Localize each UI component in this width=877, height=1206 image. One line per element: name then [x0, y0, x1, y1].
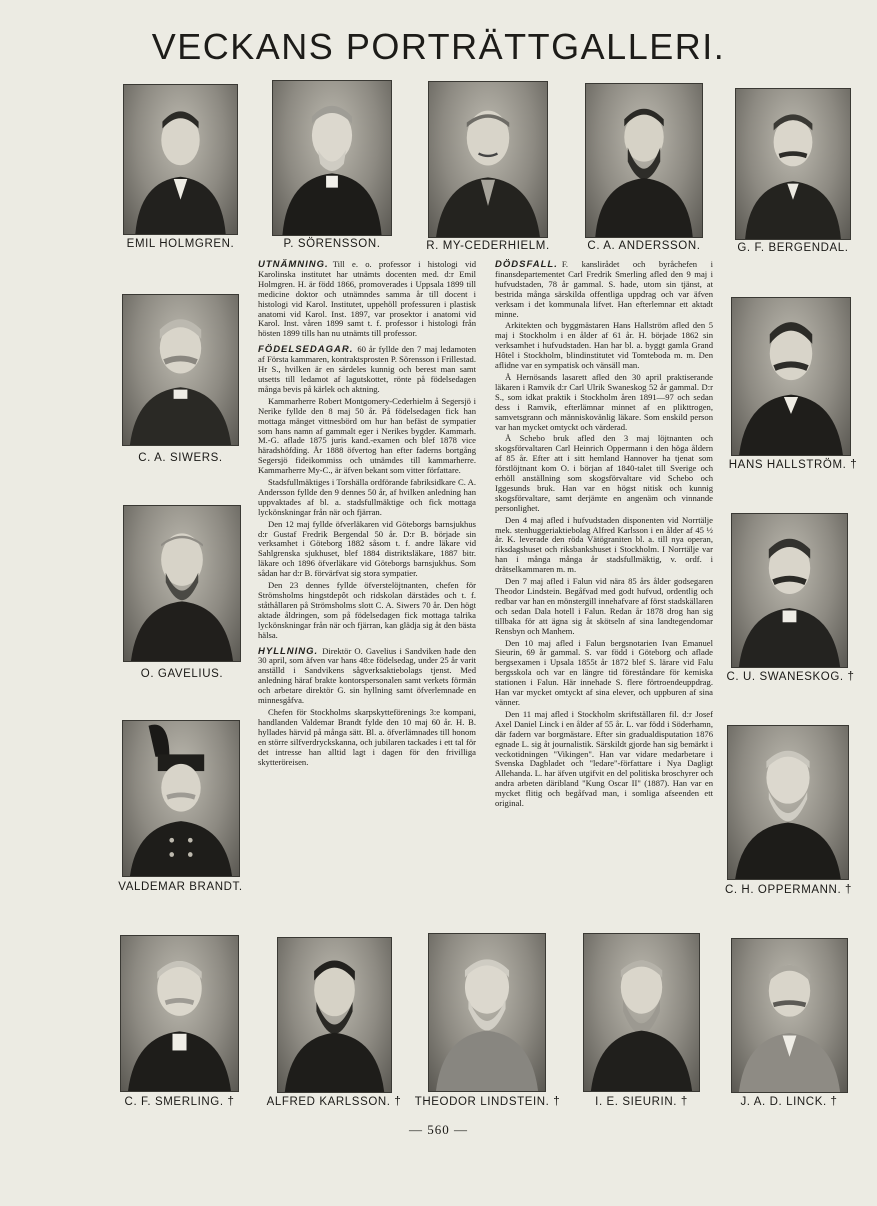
- paragraph-hallstrom: Arkitekten och byggmästaren Hans Hallström afled den 5 maj i Stockholm i en ålder af 61 år. H. började 1862 sin verksamhet i hufvudstaden. Han har bl. a. byggt gamla Grand Hôtel i Stockholm, blindinstitutet vid Tomteboda m. m. Den aflidne var en sympatisk och vänsäll man.: [495, 320, 713, 371]
- article-column-right: [495, 258, 713, 913]
- paragraph-sieurin: Den 10 maj afled i Falun bergsnotarien Ivan Emanuel Sieurin, 69 år gammal. S. var född i Göteborg och aflade bergsexamen i Upsala 1855t år 1872 blef S. lärare vid Falu bergsskola och var en längre tid föreståndare för kemiska stationen i Falun. Här innehade S. flere förtroendeuppdrag. Han var mycket omtyckt af sina elever, och uppburen af sina vänner.: [495, 637, 713, 707]
- article-column-left: [258, 258, 476, 913]
- paragraph-karlsson: Den 4 maj afled i hufvudstaden disponenten vid Norrtälje mek. stenhuggeriaktiebolag Alfred Karlsson i en ålder af 45 ½ år. K. leverade den röda Vätögraniten bl. a. till nya operan, riksdagshuset och riksbankshuset i Stockholm. I Norrtälje var han i många många år stadsfullmäktig, v. ordf. i drätselkammaren m. m.: [495, 514, 713, 575]
- paragraph-brandt: Chefen för Stockholms skarpskytteförenings 3:e kompani, handlanden Valdemar Brandt fylde den 10 maj 60 år. H. B. hyllades härvid på många sätt. Bl. a. öfverlämnades till honom en större silfverdryckskanna, och jubilaren tackades i ett tal för det intresse han alltid lagt i dagen för den frivilliga skytteröreisen.: [258, 706, 476, 767]
- portrait-photo-swaneskog: [731, 513, 848, 668]
- text-dodsfall: F. kanslirådet och byråchefen i finansdepartementet Carl Fredrik Smerling afled den 9 maj i hufvudstaden, 78 år gammal. S. hade, utom sin tjänst, at bestrida många särskilda offentliga uppdrag och var äfven verksam i det kommunala lifvet. Han efterlemnar ett aktadt minne.: [495, 259, 713, 319]
- caption-sorensson: P. SÖRENSSON.: [283, 238, 381, 250]
- portrait-photo-linck: [731, 938, 848, 1093]
- portrait-photo-sieurin: [583, 933, 700, 1092]
- portrait-photo-smerling: [120, 935, 239, 1092]
- paragraph-andersson: Stadsfullmäktiges i Torshälla ordförande fabriksidkare C. A. Andersson fyllde den 9 dennes 50 år, af hvilken anledning han uppvaktades af bl. a. stadsfullmäktige och fick mottaga lyckönskningar från när och fjärran.: [258, 477, 476, 517]
- portrait-photo-andersson: [585, 83, 703, 238]
- paragraph-siwers: Den 23 dennes fyllde öfverstelöjtnanten, chefen för Strömsholms hingstdepôt och ridskolan därstädes och t. f. ståthållaren på Strömsholms slott C. A. Siwers 70 år. Den högt aktade åldringen, som på födelsedagen fick mottaga talrika lyckönskningar från när och fjärran, kan glädja sig åt den bästa hälsa.: [258, 580, 476, 640]
- paragraph-lindstein: Den 7 maj afled i Falun vid nära 85 års ålder godsegaren Theodor Lindstein. Begåfvad med godt hufvud, ordentlig och redbar var han en mönstergill innehafvare af först stadskällaren och sedan Dala hotell i Falun. Redan år 1878 drog han sig tillbaka för att ägna sig åt skötseln af sina landtegendomar Rensbyn och Manhem.: [495, 576, 713, 636]
- portrait-photo-karlsson: [277, 937, 392, 1093]
- portrait-photo-cederhielm: [428, 81, 548, 238]
- caption-karlsson: ALFRED KARLSSON. †: [266, 1096, 402, 1108]
- caption-gavelius: O. GAVELIUS.: [140, 668, 224, 680]
- text-fodelsedagar: 60 år fyllde den 7 maj ledamoten af Första kammaren, kontraktsprosten P. Sörensson i Frillestad. Hr S., hvilken är en särdeles kunnig och berest man samt utsetts till ledamot af lagutskottet, rönte på födelsedagen många bevis på kärlek och aktning.: [258, 344, 476, 394]
- page-number: — 560 —: [409, 1122, 468, 1137]
- portrait-photo-sorensson: [272, 80, 392, 236]
- caption-sieurin: I. E. SIEURIN. †: [595, 1096, 688, 1108]
- caption-linck: J. A. D. LINCK. †: [740, 1096, 838, 1108]
- caption-holmgren: EMIL HOLMGREN.: [126, 238, 235, 250]
- paragraph-oppermann: Å Schebo bruk afled den 3 maj löjtnanten och skogsförvaltaren Carl Heinrich Oppermann i den höga åldern af 85 år. Efter att i sitt hemland Hannover ha tjenat som förstlöjtnant kom O. i början af 1840-talet till Sverige och erhöll anställning som skogsförvaltare vid Schebo och Iggesunds bruk. Han var en högst nitisk och kunnig skogsförvaltare, samt derjämte en angenäm och vinnande personlighet.: [495, 433, 713, 513]
- caption-siwers: C. A. SIWERS.: [138, 452, 223, 464]
- portrait-photo-gavelius: [123, 505, 241, 662]
- caption-lindstein: THEODOR LINDSTEIN. †: [414, 1096, 561, 1108]
- heading-fodelsedagar: FÖDELSEDAGAR.: [258, 344, 354, 356]
- text-utnamning: Till e. o. professor i histologi vid Karolinska institutet har utnämts docenten med. d:r Emil Holmgren. H. är född 1866, promoverades i Uppsala 1899 till medicine doktor och utnämndes samma år till docent i histologi vid Karol. Institutet, uppehöll professuren i plastisk anatomi vid Karol. Inst. 1897, var prosektor i anatomi vid Karol. Inst. våren 1899 samt t. f. professor i histologi från hösten 1899 tills han nu utnämts till professor.: [258, 259, 476, 339]
- caption-cederhielm: R. MY-CEDERHIELM.: [426, 240, 550, 252]
- paragraph-cederhielm: Kammarherre Robert Montgomery-Cederhielm å Segersjö i Nerike fyllde den 8 maj 50 år. På födelsedagen fick han mottaga mänget vittnesbörd om hur han befäst de sympatier som hans namn af gammalt eger i Nerikes bygder. Kammarh. M.-G. aflade 1875 juris kand.-examen och blef 1878 vice häradshöfding. År 1888 öfvertog han efter faderns bortgång Segersjö fideikommiss och utnämdes till kammarherre. Kammarherre My-C., är äfven bekant som vitter författare.: [258, 395, 476, 476]
- caption-oppermann: C. H. OPPERMANN. †: [724, 884, 853, 896]
- caption-bergendal: G. F. BERGENDAL.: [737, 242, 849, 254]
- heading-dodsfall: DÖDSFALL.: [495, 259, 558, 270]
- caption-andersson: C. A. ANDERSSON.: [587, 240, 701, 252]
- portrait-photo-oppermann: [727, 725, 849, 880]
- caption-smerling: C. F. SMERLING. †: [124, 1096, 235, 1108]
- paragraph-bergendal: Den 12 maj fyllde öfverläkaren vid Göteborgs barnsjukhus d:r Gustaf Fredrik Bergendal 50 år. D:r B. började sin verksamhet i Göteborg 1882 såsom t. f. andre läkare vid Sahlgrenska sjukhuset, blef 1884 distriktsläkare, 1887 bitr. läkare och 1896 öfverläkare vid Göteborgs barnsjukhus. Som sådan har d:r B. förvärfvat sig stora sympatier.: [258, 518, 476, 579]
- paragraph-linck: Den 11 maj afled i Stockholm skriftställaren fil. d:r Josef Axel Daniel Linck i en ålder af 55 år. L. var född i Söderhamn, där fadern var borgmästare. Efter sin gradualdisputation 1876 egnade L. sig åt journalistik. Särskildt gjorde han sig bemärkt i veckotidningen "Vikingen". Han var vidare medarbetare i Svenska Dagbladet och "ledare"-författare i Nya Dagligt Allehanda. L. har äfven utgifvit en del politiska broschyrer och andra arbeten däribland "Kung Oscar II" (1887). Han var en mycket flitig och begåfvad man, i somliga afseenden ett original.: [495, 708, 713, 809]
- portrait-photo-hallstrom: [731, 297, 851, 456]
- heading-hyllning: HYLLNING.: [258, 645, 319, 657]
- paragraph-swaneskog: Å Hernösands lasarett afled den 30 april praktiserande läkaren i Ramvik d:r Carl Ulrik Swaneskog 52 år gammal. D:r S., som idkat praktik i Stockholm åren 1891—97 och sedan dess i Ramvik, efterlämnar minnet af en plikttrogen, samvetsgrann och människovänlig läkare. Som enskild person var han mycket omtyckt och värderad.: [495, 371, 713, 432]
- text-hyllning: Direktör O. Gavelius i Sandviken hade den 30 april, som äfven var hans 48:e födelsedag, under 25 år varit anställd i Sandvikens sågverksaktiebolags tjenst. Med anledning häraf brakte kontorspersonalen samt verkets förmän och arbetare direktör G. sin hyllning samt öfverlemnade en minnesgåfva.: [258, 645, 476, 706]
- portrait-photo-siwers: [122, 294, 239, 446]
- caption-brandt: VALDEMAR BRANDT.: [118, 881, 243, 893]
- caption-swaneskog: C. U. SWANESKOG. †: [726, 671, 855, 683]
- page-title: VECKANS PORTRÄTTGALLERI.: [151, 26, 726, 67]
- portrait-photo-holmgren: [123, 84, 238, 235]
- portrait-photo-lindstein: [428, 933, 546, 1092]
- portrait-photo-brandt: [122, 720, 240, 877]
- heading-utnamning: UTNÄMNING.: [258, 259, 329, 270]
- caption-hallstrom: HANS HALLSTRÖM. †: [728, 459, 858, 471]
- portrait-photo-bergendal: [735, 88, 851, 240]
